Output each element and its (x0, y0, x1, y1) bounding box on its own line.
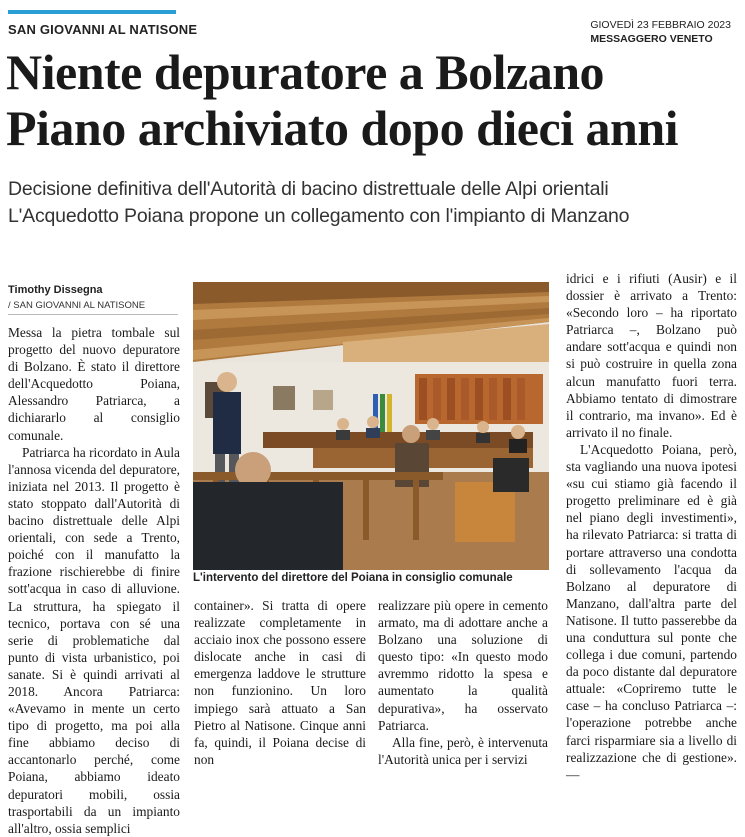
body-column-3 (378, 597, 548, 768)
council-meeting-photo (193, 282, 549, 570)
byline-location: / SAN GIOVANNI AL NATISONE (8, 300, 146, 311)
byline-author: Timothy Dissegna (8, 284, 103, 296)
body-column-4 (566, 270, 737, 783)
section-label: SAN GIOVANNI AL NATISONE (8, 22, 198, 37)
article-photo (193, 282, 549, 570)
byline-divider (8, 314, 178, 315)
body-column-2 (194, 597, 366, 768)
paragraph: idrici e i rifiuti (Ausir) e il dossier è arrivato a Trento: «Secondo loro – ha riportato Patriarca –, Bolzano può andare sott'acqua e quindi non si può costruire in quella zona alcun manufatto fuori terra. Abbiamo tentato di dimostrare il contrario, ma invano». Ed è arrivato il no finale. (566, 271, 737, 440)
publication-date: GIOVEDÌ 23 FEBBRAIO 2023 (590, 19, 731, 31)
headline-line-2: Piano archiviato dopo dieci anni (6, 100, 679, 156)
body-column-1 (8, 324, 180, 837)
paragraph: realizzare più opere in cemento armato, ma di adottare anche a Bolzano una soluzione di questo tipo: «In questo modo avremmo ridotto la spesa e aumentato la qualità depurativa», ha osservato Patriarca. (378, 598, 548, 733)
subheadline (8, 176, 738, 230)
photo-caption: L'intervento del direttore del Poiana in consiglio comunale (193, 572, 513, 584)
subheadline-line-2: L'Acquedotto Poiana propone un collegamento con l'impianto di Manzano (8, 205, 630, 227)
paragraph: L'Acquedotto Poiana, però, sta vagliando una nuova ipotesi «su cui stiamo già facendo il progetto preliminare ed è già nel piano degli investimenti», ha rilevato Patriarca: si tratta di portare attraverso una condotta di sollevamento l'acqua da Bolzano al depuratore di Manzano, dall'altra parte del Natisone. Il tutto passerebbe da una conduttura sul ponte che collega i due comuni, partendo da poco distante dal depuratore attuale: «Copriremo tutte le case – ha concluso Patriarca –: l'operazione potrebbe anche farci risparmiare sia a livello di realizzazione che di gestione». — (566, 441, 737, 782)
headline (6, 44, 741, 156)
subheadline-line-1: Decisione definitiva dell'Autorità di bacino distrettuale delle Alpi orientali (8, 178, 609, 200)
paragraph: Messa la pietra tombale sul progetto del nuovo depuratore di Bolzano. È stato il direttore dell'Acquedotto Poiana, Alessandro Patriarca, a dichiararlo al consiglio comunale. (8, 325, 180, 443)
paragraph: Alla fine, però, è intervenuta l'Autorità unica per i servizi (378, 734, 548, 767)
section-color-bar (8, 10, 176, 14)
publication-name: MESSAGGERO VENETO (590, 33, 713, 45)
paragraph: container». Si tratta di opere realizzate completamente in acciaio inox che possono essere dislocate anche in casi di emergenza laddove le strutture non funzionino. Un loro impiego sarà attuato a San Pietro al Natisone. Cinque anni fa, quindi, il Poiana decise di non (194, 598, 366, 767)
paragraph: Patriarca ha ricordato in Aula l'annosa vicenda del depuratore, iniziata nel 2013. Il progetto è stato stoppato dall'Autorità di bacino distrettuale delle Alpi orientali, con sede a Trento, poiché con il manufatto la frazione rischierebbe di finire sott'acqua in caso di alluvione. La struttura, ha spiegato il tecnico, portava con sé una serie di problematiche dal punto di vista urbanistico, poi sanate. Si è quindi arrivati al 2018. Ancora Patriarca: «Avevamo in mente un certo tipo di progetto, ma poi alla fine abbiamo deciso di accantonarlo perché, come Poiana, abbiamo ideato depuratori mobili, ossia trasportabili da un impianto all'altro, ossia semplici (8, 444, 180, 836)
dateline (590, 18, 731, 46)
headline-line-1: Niente depuratore a Bolzano (6, 44, 605, 100)
